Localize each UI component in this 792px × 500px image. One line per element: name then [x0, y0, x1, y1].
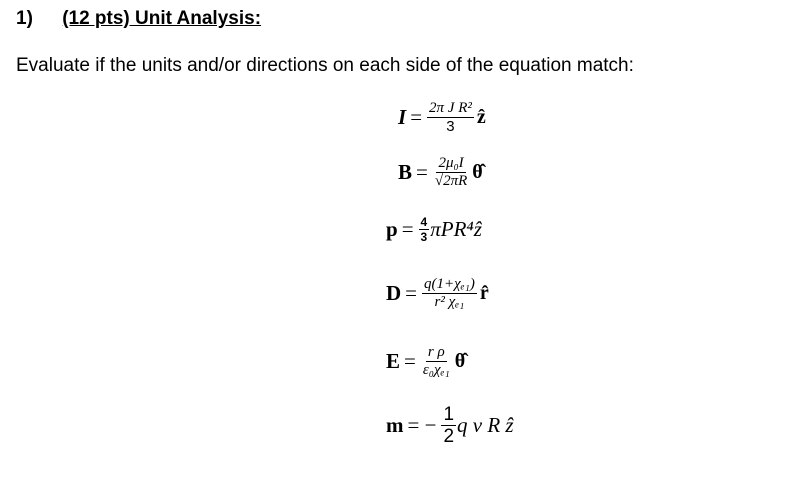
equation-4-equals: = [405, 281, 418, 305]
question-header [16, 8, 261, 30]
equation-1-fraction [427, 100, 474, 135]
equation-5-numerator: r ρ [427, 344, 445, 360]
equation-6-denominator: 2 [443, 426, 455, 447]
equation-2 [398, 155, 483, 190]
equation-6 [386, 404, 514, 447]
question-title: (12 pts) Unit Analysis: [62, 8, 262, 29]
equation-1-lhs: I [398, 105, 407, 129]
equation-3-rest: πPR⁴ẑ [430, 217, 482, 241]
equation-3-equals: = [401, 217, 414, 241]
equation-6-lhs: m [386, 413, 404, 437]
equation-4-fraction [422, 276, 477, 311]
equation-3-fraction [419, 215, 430, 244]
equation-4-denominator: r² χₑ₁ [434, 294, 465, 310]
equation-2-fraction [433, 155, 469, 190]
equation-1-equals: = [410, 105, 423, 129]
instructions: Evaluate if the units and/or directions on each side of the equation match: [16, 55, 634, 76]
equation-5 [386, 344, 465, 379]
equation-5-equals: = [404, 349, 416, 373]
equation-1-unit-vector: ẑ [476, 106, 486, 128]
equation-6-equals: = − [407, 413, 437, 437]
question-number: 1) [16, 8, 33, 29]
equation-3-denominator: 3 [420, 230, 428, 244]
equation-3-numerator: 4 [420, 215, 428, 229]
equation-1-numerator: 2π J R² [429, 100, 472, 116]
equation-4-numerator: q(1+χₑ₁) [424, 276, 475, 292]
equation-5-unit-vector: θ̂ [454, 350, 466, 372]
equation-6-numerator: 1 [443, 404, 455, 425]
equation-3-lhs: p [386, 217, 398, 241]
equation-4 [386, 276, 489, 311]
equation-2-denominator: √2πR [434, 173, 468, 189]
equation-4-unit-vector: r̂ [479, 282, 489, 304]
equation-1 [398, 100, 486, 135]
equation-5-lhs: E [386, 349, 401, 373]
equation-4-lhs: D [386, 281, 402, 305]
equation-2-lhs: B [398, 160, 413, 184]
equation-2-numerator: 2μ₀I [438, 155, 464, 171]
equation-5-denominator: ε₀χₑ₁ [422, 362, 450, 378]
equation-2-equals: = [416, 160, 428, 184]
equation-2-unit-vector: θ̂ [472, 161, 483, 183]
equation-1-denominator: 3 [446, 118, 455, 135]
equation-5-fraction [421, 344, 452, 379]
equation-3 [386, 215, 482, 244]
equation-6-fraction [441, 404, 456, 447]
equation-6-rest: q v R ẑ [457, 413, 514, 437]
